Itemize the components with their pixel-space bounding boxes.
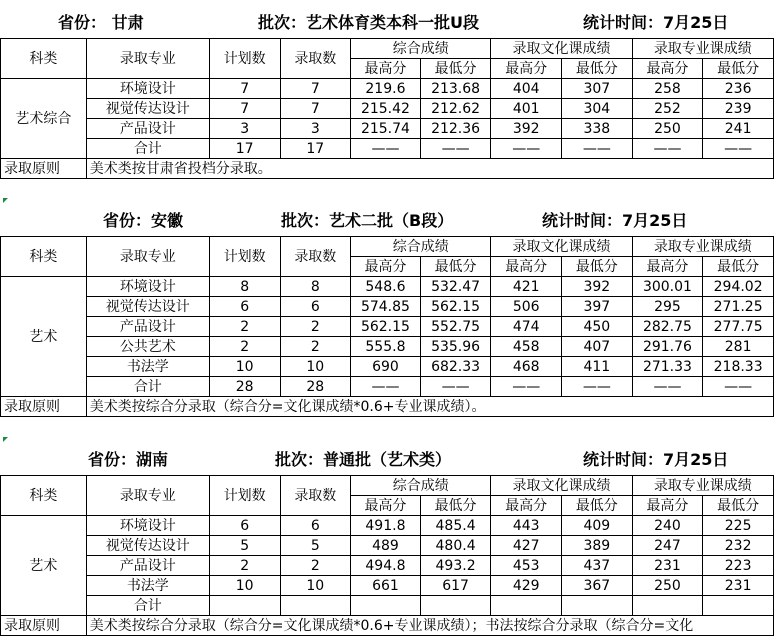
header-max: 最高分	[632, 496, 703, 516]
table-row	[1, 337, 774, 357]
admitted-cell: 2	[280, 317, 351, 337]
header-composite: 综合成绩	[351, 39, 491, 59]
plan-cell	[209, 596, 280, 616]
p-min-cell: ——	[703, 139, 774, 159]
w-min-cell: ——	[562, 377, 633, 397]
principle-row	[1, 159, 774, 179]
c-max-cell: 215.42	[351, 99, 421, 119]
p-max-cell: 247	[632, 536, 703, 556]
major-cell: 产品设计	[86, 317, 209, 337]
header-admitted: 录取数	[280, 237, 351, 277]
admitted-cell: 6	[280, 516, 351, 536]
c-max-cell: 219.6	[351, 79, 421, 99]
p-min-cell: 236	[703, 79, 774, 99]
header-plan: 计划数	[209, 476, 280, 516]
principle-text: 美术类按综合分录取（综合分=文化课成绩*0.6+专业课成绩）。	[86, 397, 773, 417]
w-min-cell: 392	[562, 277, 633, 297]
p-max-cell: 250	[632, 576, 703, 596]
w-max-cell: 392	[491, 119, 562, 139]
admitted-cell: 17	[280, 139, 351, 159]
w-max-cell: ——	[491, 139, 562, 159]
batch-label: 批次：艺术二批（B段）	[281, 211, 454, 230]
table-row	[1, 119, 774, 139]
header-min: 最低分	[562, 59, 633, 79]
c-max-cell: 574.85	[351, 297, 421, 317]
table-row	[1, 536, 774, 556]
c-min-cell: 213.68	[420, 79, 491, 99]
section-header	[0, 0, 776, 38]
major-cell: 公共艺术	[86, 337, 209, 357]
c-max-cell: 548.6	[351, 277, 421, 297]
p-max-cell: 240	[632, 516, 703, 536]
major-cell: 书法学	[86, 357, 209, 377]
header-major: 录取专业	[86, 237, 209, 277]
c-max-cell: ——	[351, 377, 421, 397]
plan-cell: 2	[209, 317, 280, 337]
plan-cell: 2	[209, 337, 280, 357]
header-category: 科类	[1, 39, 87, 79]
w-max-cell	[491, 596, 562, 616]
major-cell: 环境设计	[86, 516, 209, 536]
principle-row	[1, 616, 774, 636]
p-max-cell: 295	[632, 297, 703, 317]
principle-label: 录取原则	[1, 616, 87, 636]
table-row	[1, 357, 774, 377]
header-min: 最低分	[562, 257, 633, 277]
admitted-cell: 28	[280, 377, 351, 397]
category-cell: 艺术	[1, 516, 87, 616]
table-row	[1, 377, 774, 397]
admitted-cell: 2	[280, 337, 351, 357]
c-min-cell	[420, 596, 491, 616]
admitted-cell: 5	[280, 536, 351, 556]
header-max: 最高分	[351, 59, 421, 79]
header-culture: 录取文化课成绩	[491, 476, 632, 496]
batch-label: 批次：普通批（艺术类）	[275, 450, 452, 469]
c-max-cell: ——	[351, 139, 421, 159]
header-max: 最高分	[491, 257, 562, 277]
major-cell: 合计	[86, 139, 209, 159]
admitted-cell	[280, 596, 351, 616]
plan-cell: 6	[209, 516, 280, 536]
table-row	[1, 139, 774, 159]
admission-table	[0, 236, 774, 417]
principle-label: 录取原则	[1, 397, 87, 417]
w-max-cell: 443	[491, 516, 562, 536]
w-min-cell: ——	[562, 139, 633, 159]
w-min-cell: 411	[562, 357, 633, 377]
w-max-cell: 506	[491, 297, 562, 317]
c-max-cell: 562.15	[351, 317, 421, 337]
w-max-cell: 401	[491, 99, 562, 119]
header-max: 最高分	[491, 496, 562, 516]
p-min-cell: 225	[703, 516, 774, 536]
major-cell: 产品设计	[86, 119, 209, 139]
province-label: 省份：湖南	[88, 450, 169, 469]
w-min-cell: 397	[562, 297, 633, 317]
p-max-cell: ——	[632, 139, 703, 159]
header-plan: 计划数	[209, 237, 280, 277]
w-min-cell: 437	[562, 556, 633, 576]
header-min: 最低分	[420, 59, 491, 79]
c-min-cell: 682.33	[420, 357, 491, 377]
table-row	[1, 516, 774, 536]
w-max-cell: 468	[491, 357, 562, 377]
province-label: 省份：安徽	[103, 211, 184, 230]
major-cell: 合计	[86, 377, 209, 397]
w-min-cell: 304	[562, 99, 633, 119]
major-cell: 合计	[86, 596, 209, 616]
c-max-cell: 494.8	[351, 556, 421, 576]
w-max-cell: 427	[491, 536, 562, 556]
c-min-cell: 552.75	[420, 317, 491, 337]
c-max-cell: 215.74	[351, 119, 421, 139]
plan-cell: 3	[209, 119, 280, 139]
section-header	[0, 437, 776, 475]
plan-cell: 10	[209, 576, 280, 596]
province-label: 省份： 甘肃	[58, 13, 144, 32]
cell-marker-icon	[3, 198, 8, 203]
plan-cell: 8	[209, 277, 280, 297]
c-min-cell: 532.47	[420, 277, 491, 297]
admission-table	[0, 38, 774, 179]
admitted-cell: 7	[280, 99, 351, 119]
plan-cell: 5	[209, 536, 280, 556]
c-max-cell: 491.8	[351, 516, 421, 536]
plan-cell: 28	[209, 377, 280, 397]
p-max-cell	[632, 596, 703, 616]
section-header	[0, 198, 776, 236]
admitted-cell: 8	[280, 277, 351, 297]
principle-text: 美术类按甘肃省投档分录取。	[86, 159, 773, 179]
plan-cell: 2	[209, 556, 280, 576]
header-min: 最低分	[703, 496, 774, 516]
admitted-cell: 10	[280, 357, 351, 377]
header-min: 最低分	[562, 496, 633, 516]
p-min-cell	[703, 596, 774, 616]
stat-time-label: 统计时间：7月25日	[542, 211, 688, 230]
header-max: 最高分	[351, 496, 421, 516]
cell-marker-icon	[3, 437, 8, 442]
category-cell: 艺术	[1, 277, 87, 397]
stat-time-label: 统计时间：7月25日	[583, 450, 729, 469]
p-min-cell: 241	[703, 119, 774, 139]
admitted-cell: 2	[280, 556, 351, 576]
p-max-cell: 291.76	[632, 337, 703, 357]
w-min-cell: 407	[562, 337, 633, 357]
header-min: 最低分	[703, 257, 774, 277]
header-professional: 录取专业课成绩	[632, 476, 773, 496]
header-category: 科类	[1, 476, 87, 516]
plan-cell: 17	[209, 139, 280, 159]
c-max-cell: 690	[351, 357, 421, 377]
w-min-cell	[562, 596, 633, 616]
plan-cell: 7	[209, 99, 280, 119]
p-max-cell: 271.33	[632, 357, 703, 377]
w-max-cell: 458	[491, 337, 562, 357]
table-header-row	[1, 237, 774, 257]
header-culture: 录取文化课成绩	[491, 237, 632, 257]
header-plan: 计划数	[209, 39, 280, 79]
admission-table	[0, 475, 774, 636]
w-min-cell: 338	[562, 119, 633, 139]
table-row	[1, 277, 774, 297]
p-min-cell: ——	[703, 377, 774, 397]
batch-label: 批次：艺术体育类本科一批U段	[258, 13, 479, 32]
plan-cell: 7	[209, 79, 280, 99]
w-max-cell: 421	[491, 277, 562, 297]
header-culture: 录取文化课成绩	[491, 39, 632, 59]
header-min: 最低分	[703, 59, 774, 79]
header-category: 科类	[1, 237, 87, 277]
table-row	[1, 596, 774, 616]
c-min-cell: 493.2	[420, 556, 491, 576]
major-cell: 视觉传达设计	[86, 297, 209, 317]
table-row	[1, 79, 774, 99]
category-cell: 艺术综合	[1, 79, 87, 159]
c-min-cell: 617	[420, 576, 491, 596]
p-min-cell: 294.02	[703, 277, 774, 297]
major-cell: 视觉传达设计	[86, 536, 209, 556]
header-composite: 综合成绩	[351, 237, 491, 257]
table-row	[1, 576, 774, 596]
plan-cell: 10	[209, 357, 280, 377]
table-row	[1, 317, 774, 337]
w-max-cell: ——	[491, 377, 562, 397]
p-max-cell: 231	[632, 556, 703, 576]
w-max-cell: 474	[491, 317, 562, 337]
admitted-cell: 10	[280, 576, 351, 596]
admitted-cell: 3	[280, 119, 351, 139]
section-hunan	[0, 437, 776, 636]
header-max: 最高分	[632, 257, 703, 277]
header-professional: 录取专业课成绩	[632, 237, 773, 257]
p-max-cell: 300.01	[632, 277, 703, 297]
header-admitted: 录取数	[280, 476, 351, 516]
header-max: 最高分	[632, 59, 703, 79]
c-max-cell: 489	[351, 536, 421, 556]
c-max-cell: 661	[351, 576, 421, 596]
header-min: 最低分	[420, 257, 491, 277]
header-admitted: 录取数	[280, 39, 351, 79]
header-major: 录取专业	[86, 39, 209, 79]
w-min-cell: 450	[562, 317, 633, 337]
w-max-cell: 429	[491, 576, 562, 596]
c-min-cell: 562.15	[420, 297, 491, 317]
p-min-cell: 232	[703, 536, 774, 556]
p-min-cell: 271.25	[703, 297, 774, 317]
header-major: 录取专业	[86, 476, 209, 516]
w-min-cell: 367	[562, 576, 633, 596]
c-min-cell: 480.4	[420, 536, 491, 556]
p-min-cell: 231	[703, 576, 774, 596]
plan-cell: 6	[209, 297, 280, 317]
c-min-cell: 212.36	[420, 119, 491, 139]
c-min-cell: 485.4	[420, 516, 491, 536]
table-header-row	[1, 476, 774, 496]
c-min-cell: ——	[420, 139, 491, 159]
p-min-cell: 218.33	[703, 357, 774, 377]
principle-text: 美术类按综合分录取（综合分=文化课成绩*0.6+专业课成绩）；书法按综合分录取（综合分=文化	[86, 616, 773, 636]
c-min-cell: ——	[420, 377, 491, 397]
header-max: 最高分	[491, 59, 562, 79]
section-anhui	[0, 198, 776, 417]
table-row	[1, 556, 774, 576]
table-row	[1, 99, 774, 119]
c-min-cell: 535.96	[420, 337, 491, 357]
header-max: 最高分	[351, 257, 421, 277]
w-max-cell: 404	[491, 79, 562, 99]
major-cell: 视觉传达设计	[86, 99, 209, 119]
w-max-cell: 453	[491, 556, 562, 576]
major-cell: 环境设计	[86, 277, 209, 297]
principle-label: 录取原则	[1, 159, 87, 179]
c-max-cell: 555.8	[351, 337, 421, 357]
p-max-cell: ——	[632, 377, 703, 397]
table-header-row	[1, 39, 774, 59]
w-min-cell: 307	[562, 79, 633, 99]
section-gansu	[0, 0, 776, 179]
c-max-cell	[351, 596, 421, 616]
major-cell: 环境设计	[86, 79, 209, 99]
p-min-cell: 277.75	[703, 317, 774, 337]
principle-row	[1, 397, 774, 417]
major-cell: 书法学	[86, 576, 209, 596]
p-max-cell: 282.75	[632, 317, 703, 337]
stat-time-label: 统计时间：7月25日	[583, 13, 729, 32]
header-composite: 综合成绩	[351, 476, 491, 496]
p-min-cell: 223	[703, 556, 774, 576]
p-max-cell: 250	[632, 119, 703, 139]
p-max-cell: 252	[632, 99, 703, 119]
header-min: 最低分	[420, 496, 491, 516]
w-min-cell: 389	[562, 536, 633, 556]
header-professional: 录取专业课成绩	[632, 39, 773, 59]
p-min-cell: 281	[703, 337, 774, 357]
major-cell: 产品设计	[86, 556, 209, 576]
admitted-cell: 7	[280, 79, 351, 99]
p-min-cell: 239	[703, 99, 774, 119]
p-max-cell: 258	[632, 79, 703, 99]
w-min-cell: 409	[562, 516, 633, 536]
admitted-cell: 6	[280, 297, 351, 317]
c-min-cell: 212.62	[420, 99, 491, 119]
table-row	[1, 297, 774, 317]
